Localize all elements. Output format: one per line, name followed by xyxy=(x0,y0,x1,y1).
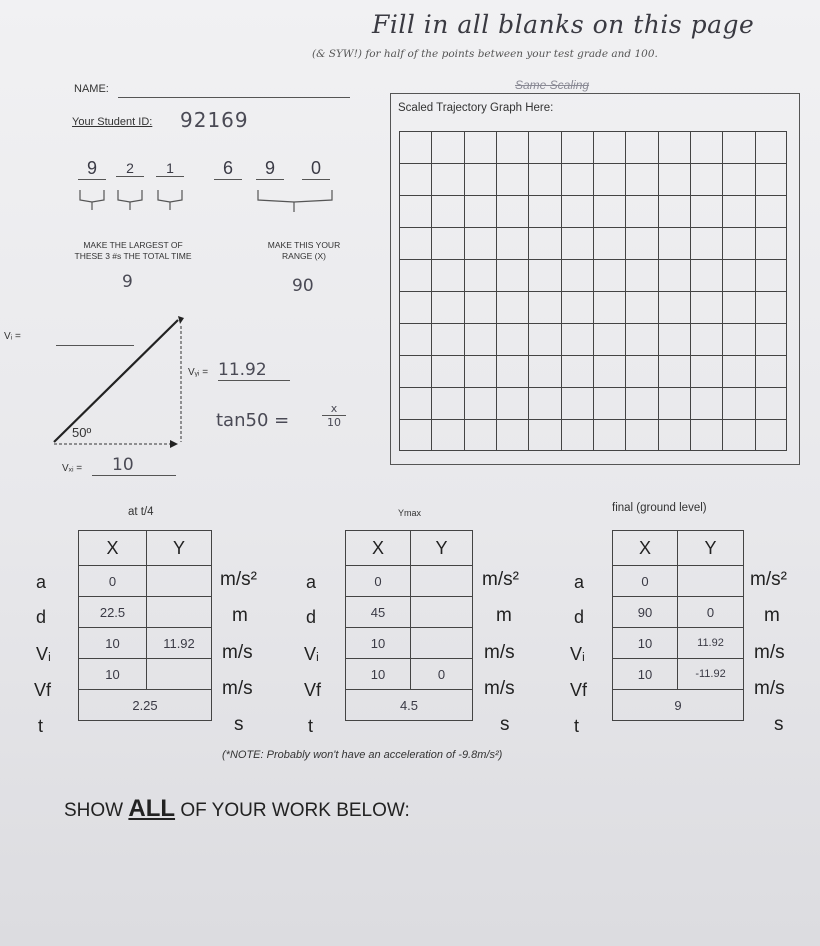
page-title: Fill in all blanks on this page xyxy=(372,10,755,39)
final-vf-x[interactable]: 10 xyxy=(613,659,678,690)
quarter-d-x[interactable]: 22.5 xyxy=(79,597,147,628)
vxi-value: 10 xyxy=(92,455,176,476)
final-table-title: final (ground level) xyxy=(612,502,707,514)
range-caption: MAKE THIS YOUR RANGE (X) xyxy=(267,240,341,261)
digit-5: 9 xyxy=(256,158,284,180)
quarter-vf-x[interactable]: 10 xyxy=(79,659,147,690)
quarter-a-x[interactable]: 0 xyxy=(79,566,147,597)
page-subtitle: (& SYW!) for half of the points between your test grade and 100. xyxy=(312,48,658,60)
same-scaling-note: Same Scaling xyxy=(515,78,590,92)
name-label: NAME: xyxy=(74,83,109,95)
col-header-y: Y xyxy=(411,531,473,566)
total-time-value: 9 xyxy=(122,272,133,292)
final-vf-y[interactable]: -11.92 xyxy=(678,659,744,690)
final-t[interactable]: 9 xyxy=(613,690,744,721)
digit-3: 1 xyxy=(156,160,184,177)
ymax-table xyxy=(345,530,473,721)
final-vi-x[interactable]: 10 xyxy=(613,628,678,659)
acceleration-note: (*NOTE: Probably won't have an acceleration of -9.8m/s²) xyxy=(222,749,503,761)
ymax-t[interactable]: 4.5 xyxy=(346,690,473,721)
tan-fraction: x 10 xyxy=(322,402,346,429)
final-vi-y[interactable]: 11.92 xyxy=(678,628,744,659)
quarter-vi-y[interactable]: 11.92 xyxy=(147,628,212,659)
ymax-d-y[interactable] xyxy=(411,597,473,628)
col-header-x: X xyxy=(613,531,678,566)
vyi-label: Vᵧᵢ = xyxy=(188,367,209,378)
quarter-t[interactable]: 2.25 xyxy=(79,690,212,721)
quarter-d-y[interactable] xyxy=(147,597,212,628)
ymax-vf-y[interactable]: 0 xyxy=(411,659,473,690)
digit-2: 2 xyxy=(116,160,144,177)
ymax-d-x[interactable]: 45 xyxy=(346,597,411,628)
ymax-table-title: Ymax xyxy=(398,508,422,518)
ymax-vf-x[interactable]: 10 xyxy=(346,659,411,690)
ymax-a-x[interactable]: 0 xyxy=(346,566,411,597)
range-value: 90 xyxy=(292,276,314,296)
name-field[interactable] xyxy=(118,85,350,98)
col-header-x: X xyxy=(79,531,147,566)
vxi-label: Vₓᵢ = xyxy=(62,463,83,474)
digit-1: 9 xyxy=(78,158,106,180)
worksheet-page: Fill in all blanks on this page (& SYW!) for half of the points between your test grade and 100. Same Scaling NAME: Your Student ID: 92169 9 2 1 6 9 0 MAKE THE LARGEST OF THESE 3 #s THE TOTAL TIME 9 MAKE THIS YOUR RANGE (X) 90 Vᵢ = 50º Vᵧᵢ = 11.92 tan50 = x 10 Vₓᵢ = 10 Scaled Trajectory Graph Here: at t/4 Ymax final (ground level) a d Vᵢ Vf t a d Vᵢ Vf t a d Vᵢ Vf t X Y 0 22.5 10 11.92 10 2.25 m/s² m m/s m/s s X Y 0 45 10 10 0 4.5 m/s² m m/s m/s s X Y 0 90 0 10 11.92 10 -11.92 9 m/s² m m/s m/s s (*NOTE: Probably won't have an acceleration of -9.8m/s²) SHOW ALL OF YOUR WORK BELOW: xyxy=(0,0,820,946)
col-header-y: Y xyxy=(678,531,744,566)
final-a-x[interactable]: 0 xyxy=(613,566,678,597)
vi-label: Vᵢ = xyxy=(4,331,21,342)
ymax-a-y[interactable] xyxy=(411,566,473,597)
ymax-vi-x[interactable]: 10 xyxy=(346,628,411,659)
vyi-value: 11.92 xyxy=(218,360,290,381)
work-area[interactable] xyxy=(40,830,780,930)
final-d-x[interactable]: 90 xyxy=(613,597,678,628)
quarter-vf-y[interactable] xyxy=(147,659,212,690)
col-header-x: X xyxy=(346,531,411,566)
quarter-table xyxy=(78,530,212,721)
quarter-vi-x[interactable]: 10 xyxy=(79,628,147,659)
col-header-y: Y xyxy=(147,531,212,566)
angle-label: 50º xyxy=(72,425,92,440)
trajectory-grid[interactable] xyxy=(399,131,787,451)
time-caption: MAKE THE LARGEST OF THESE 3 #s THE TOTAL TIME xyxy=(74,240,192,261)
final-table xyxy=(612,530,744,721)
student-id-value: 92169 xyxy=(180,108,249,132)
final-a-y[interactable] xyxy=(678,566,744,597)
bracket-marks xyxy=(70,186,360,226)
final-d-y[interactable]: 0 xyxy=(678,597,744,628)
graph-title: Scaled Trajectory Graph Here: xyxy=(398,102,554,114)
quarter-a-y[interactable] xyxy=(147,566,212,597)
digit-groups xyxy=(70,158,360,218)
velocity-triangle xyxy=(40,310,200,460)
ymax-vi-y[interactable] xyxy=(411,628,473,659)
student-id-label: Your Student ID: xyxy=(72,116,153,128)
show-work-heading: SHOW ALL OF YOUR WORK BELOW: xyxy=(64,795,410,822)
quarter-table-title: at t/4 xyxy=(128,506,154,518)
digit-4: 6 xyxy=(214,158,242,180)
digit-6: 0 xyxy=(302,158,330,180)
tan-work: tan50 = xyxy=(216,410,290,431)
